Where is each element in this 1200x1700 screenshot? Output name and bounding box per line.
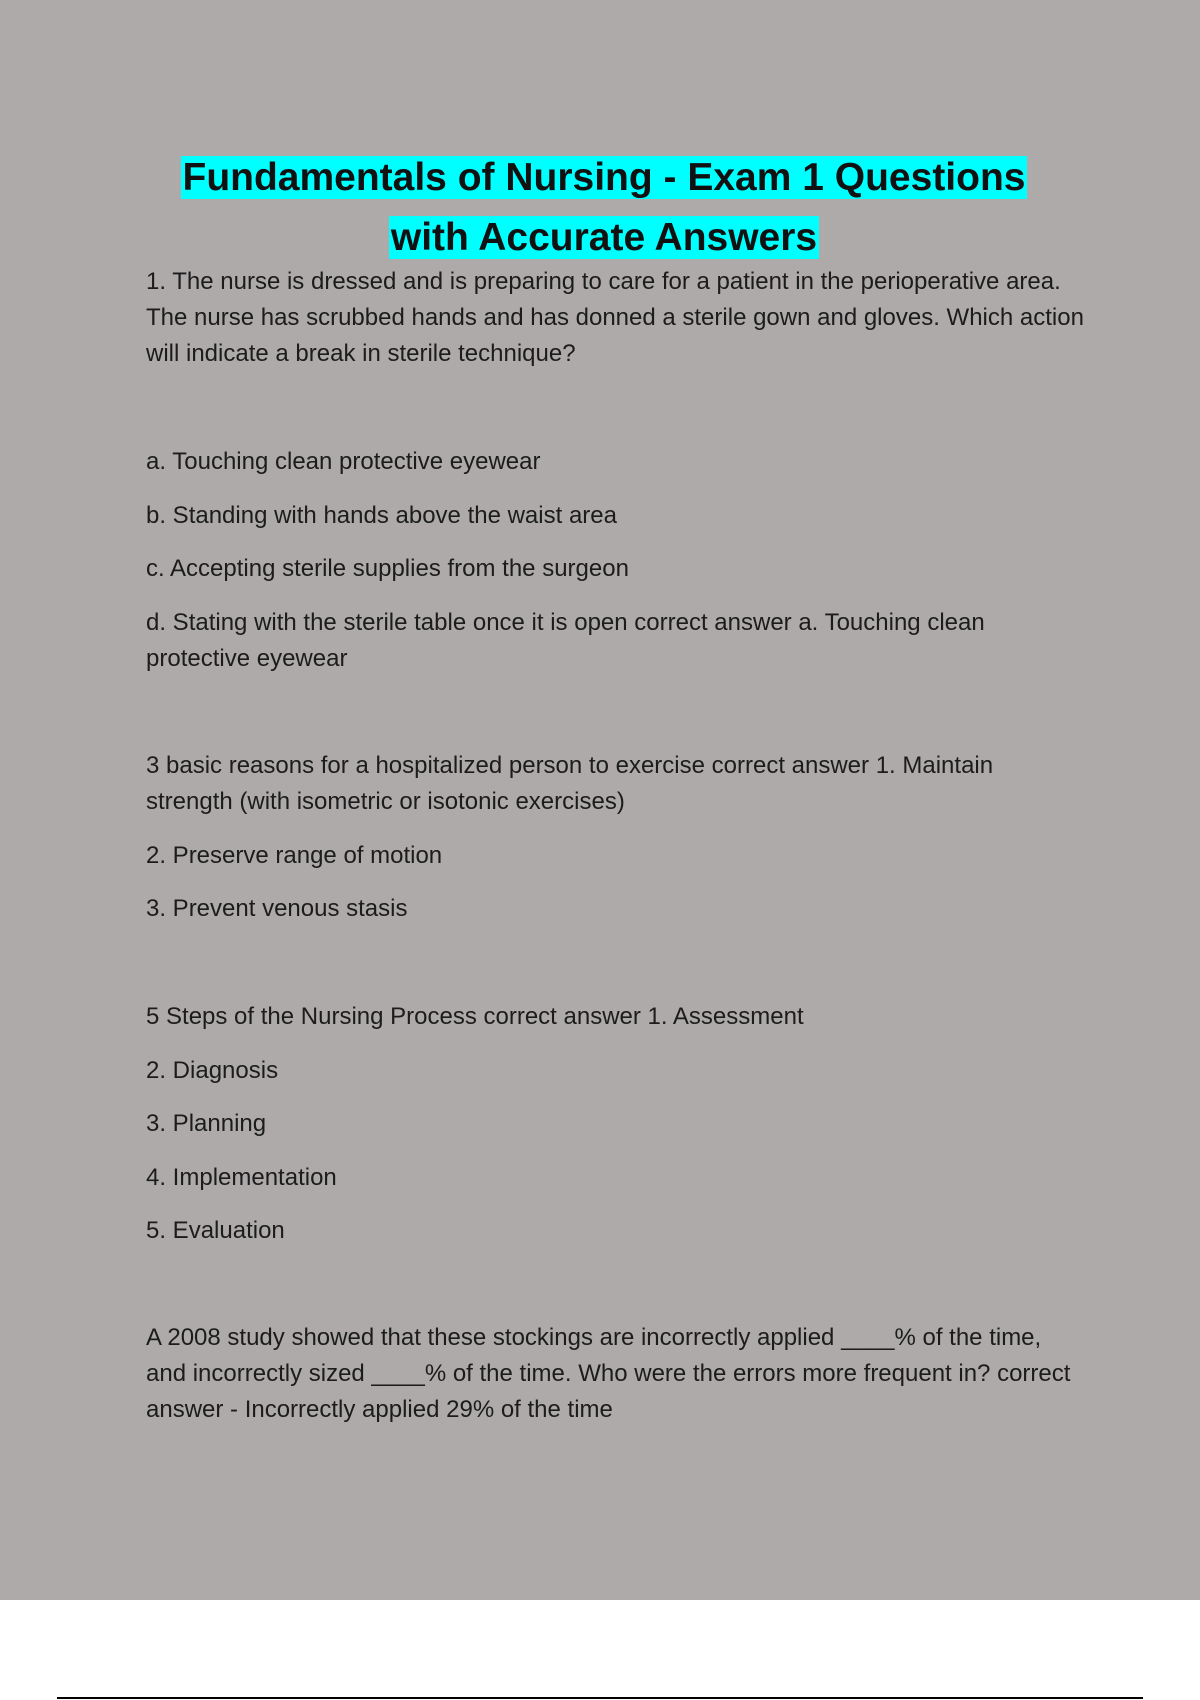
option-d: d. Stating with the sterile table once it is open correct answer a. Touching clean protective eyewear [146, 609, 985, 672]
footer-divider [57, 1697, 1143, 1699]
question-1-option-a [146, 444, 1086, 480]
question-2: 3 basic reasons for a hospitalized person to exercise correct answer 1. Maintain strength (with isometric or isotonic exercises) [146, 752, 994, 815]
question-3-line-5 [146, 1213, 1086, 1249]
answer-item: 2. Diagnosis [146, 1057, 279, 1084]
title-line-2: with Accurate Answers [390, 216, 818, 259]
question-2-line-1 [146, 748, 1086, 820]
question-3-line-1 [146, 999, 1086, 1035]
option-a: a. Touching clean protective eyewear [146, 448, 541, 475]
answer-item: 3. Prevent venous stasis [146, 895, 408, 922]
question-3-line-4 [146, 1160, 1086, 1196]
question-1-option-b [146, 498, 1086, 534]
question-3: 5 Steps of the Nursing Process correct answer 1. Assessment [146, 1003, 804, 1030]
answer-item: 3. Planning [146, 1110, 267, 1137]
question-4-text [146, 1320, 1086, 1428]
question-2-line-2 [146, 838, 1086, 874]
question-1: 1. The nurse is dressed and is preparing to care for a patient in the perioperative area. The nurse has scrubbed hands and has donned a sterile gown and gloves. Which action will indicate a break in sterile technique? [146, 268, 1084, 367]
question-4: A 2008 study showed that these stockings are incorrectly applied ____% of the time, and incorrectly sized ____% of the time. Who were the errors more frequent in? correct answer - Incorrectly applied 29% of the time [146, 1324, 1071, 1423]
question-2-line-3 [146, 891, 1086, 927]
title-line-1: Fundamentals of Nursing - Exam 1 Questions [182, 156, 1026, 199]
question-1-text [146, 264, 1086, 372]
question-1-option-c [146, 551, 1086, 587]
answer-item: 2. Preserve range of motion [146, 842, 443, 869]
answer-item: 4. Implementation [146, 1164, 337, 1191]
question-3-line-2 [146, 1053, 1086, 1089]
question-3-line-3 [146, 1106, 1086, 1142]
question-1-option-d [146, 605, 1086, 677]
answer-item: 5. Evaluation [146, 1217, 285, 1244]
document-title [140, 148, 1068, 268]
option-c: c. Accepting sterile supplies from the surgeon [146, 555, 629, 582]
option-b: b. Standing with hands above the waist area [146, 502, 617, 529]
